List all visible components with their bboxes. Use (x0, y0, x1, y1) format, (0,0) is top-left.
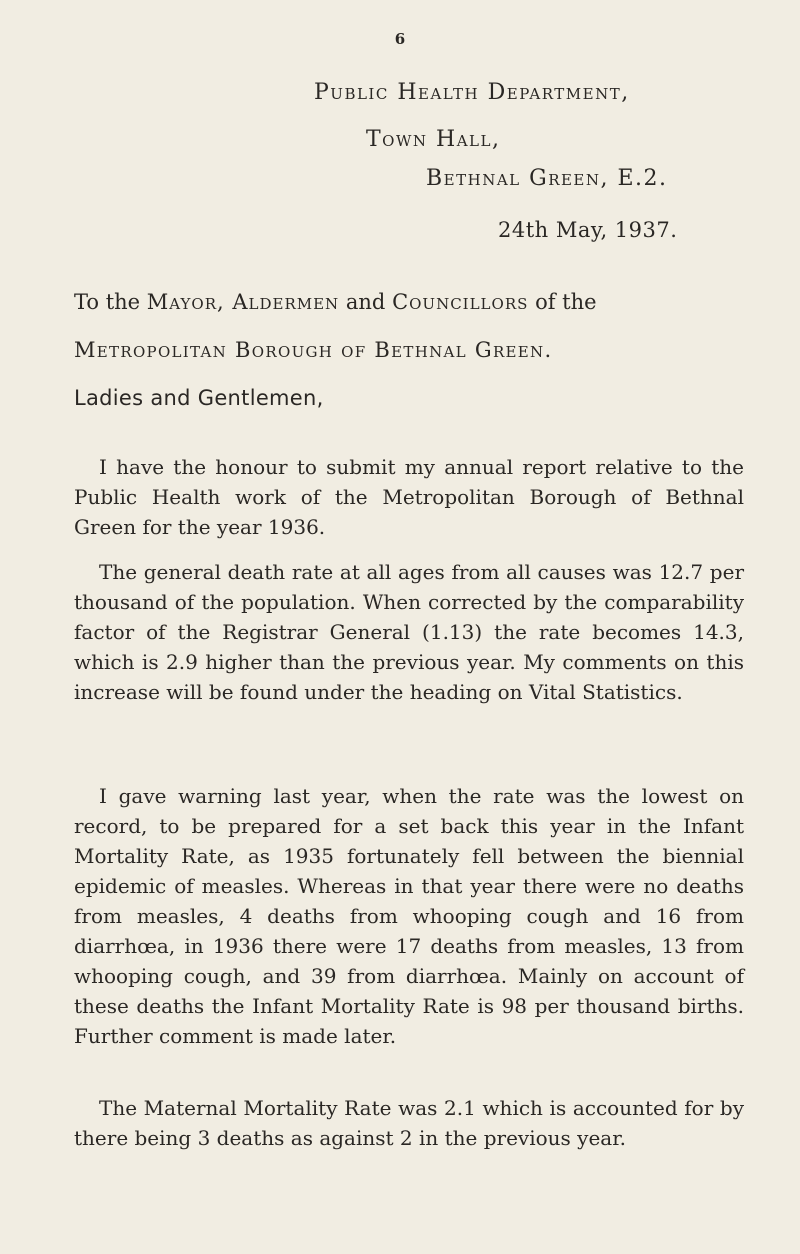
addressee-of-the: of the (535, 290, 597, 314)
paragraph-1: I have the honour to submit my annual report relative to the Public Health work of the Metropolitan Borough of Bethnal Green for the year 1936. (74, 455, 744, 539)
addressee-to: To the (74, 290, 141, 314)
letterhead-building: Town Hall, (366, 127, 501, 152)
letterhead-department: Public Health Department, (314, 80, 630, 105)
addressee-line-2: Metropolitan Borough of Bethnal Green. (74, 338, 553, 362)
paragraph-3: I gave warning last year, when the rate was the lowest on record, to be prepared for a set back this year in the Infant Mortality Rate, as 1935 fortunately fell between the biennial epidemic of measles. Whereas in that year there were no deaths from measles, 4 deaths from whooping cough and 16 from diarrhœa, in 1936 there were 17 deaths from measles, 13 from whooping cough, and 39 from diarrhœa. Mainly on account of these deaths the Infant Mortality Rate is 98 per thousand births. Further comment is made later. (74, 784, 744, 1048)
addressee-line-1 (74, 278, 754, 326)
addressee-recipients-1: Mayor, Aldermen (146, 290, 340, 314)
addressee-recipients-2: Councillors (392, 290, 529, 314)
paragraph-2: The general death rate at all ages from all causes was 12.7 per thousand of the population. When corrected by the comparability factor of the Registrar General (1.13) the rate becomes 14.3, which is 2.9 higher than the previous year. My comments on this increase will be found under the heading on Vital Statistics. (74, 560, 744, 704)
addressee-and: and (345, 290, 386, 314)
addressee (74, 278, 754, 374)
letterhead-locality: Bethnal Green, E.2. (426, 166, 668, 191)
salutation: Ladies and Gentlemen, (74, 386, 324, 410)
page-number: 6 (394, 30, 406, 48)
paragraph-4: The Maternal Mortality Rate was 2.1 which is accounted for by there being 3 deaths as against 2 in the previous year. (74, 1096, 744, 1150)
letter-date: 24th May, 1937. (498, 218, 678, 242)
